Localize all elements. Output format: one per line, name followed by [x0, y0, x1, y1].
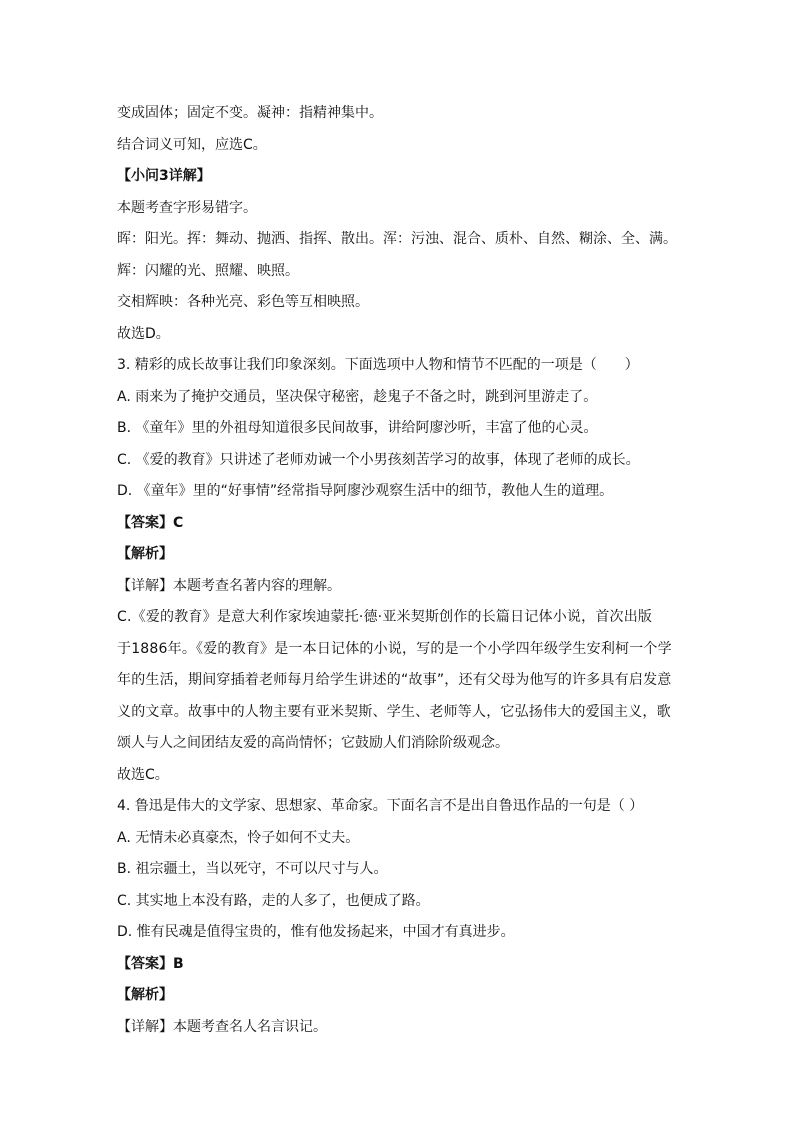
text-line: 交相辉映：各种光亮、彩色等互相映照。 [117, 294, 369, 310]
analysis-label: 【解析】 [117, 987, 173, 1003]
question-3-option-a: A. 雨来为了掩护交通员，坚决保守秘密，趁鬼子不备之时，跳到河里游走了。 [117, 388, 598, 405]
detail-line: 【详解】本题考查名著内容的理解。 [117, 577, 341, 594]
text-line: 辉：闪耀的光、照耀、映照。 [117, 262, 299, 279]
question-4: 4. 鲁迅是伟大的文学家、思想家、革命家。下面名言不是出自鲁迅作品的一句是（ ） [117, 798, 644, 814]
analysis-label: 【解析】 [117, 546, 173, 562]
text-line: 变成固体；固定不变。凝神：指精神集中。 [117, 105, 383, 121]
text-line: 义的文章。故事中的人物主要有亚米契斯、学生、老师等人，它弘扬伟大的爱国主义，歌 [117, 703, 671, 720]
question-3-option-c: C. 《爱的教育》只讲述了老师劝诫一个小男孩刻苦学习的故事，体现了老师的成长。 [117, 451, 640, 468]
text-line: 本题考查字形易错字。 [117, 199, 257, 216]
question-4-option-c: C. 其实地上本没有路，走的人多了，也便成了路。 [117, 892, 430, 909]
question-4-option-a: A. 无情未必真豪杰，怜子如何不丈夫。 [117, 829, 360, 846]
question-4-option-d: D. 惟有民魂是值得宝贵的，惟有他发扬起来，中国才有真进步。 [117, 924, 515, 940]
text-line: 晖：阳光。挥：舞动、抛洒、指挥、散出。浑：污浊、混合、质朴、自然、糊涂、全、满。 [117, 231, 677, 247]
answer-label: 【答案】B [117, 955, 184, 972]
text-line: 年的生活，期间穿插着老师每月给学生讲述的“故事”，还有父母为他写的许多具有启发意 [117, 672, 672, 688]
text-line: C.《爱的教育》是意大利作家埃迪蒙托·德·亚米契斯创作的长篇日记体小说，首次出版 [117, 609, 653, 625]
text-line: 故选D。 [117, 325, 170, 342]
text-line: 结合词义可知，应选C。 [117, 136, 267, 153]
question-4-option-b: B. 祖宗疆土，当以死守，不可以尺寸与人。 [117, 861, 388, 877]
answer-label: 【答案】C [117, 514, 184, 531]
detail-line: 【详解】本题考查名人名言识记。 [117, 1018, 327, 1035]
question-3-option-d: D. 《童年》里的“好事情”经常指导阿廖沙观察生活中的细节，教他人生的道理。 [117, 483, 614, 499]
document-page [117, 103, 677, 1048]
question-3-option-b: B. 《童年》里的外祖母知道很多民间故事，讲给阿廖沙听，丰富了他的心灵。 [117, 420, 598, 436]
text-line: 于1886年。《爱的教育》是一本日记体的小说，写的是一个小学四年级学生安利柯一个学 [117, 640, 672, 657]
section-heading: 【小问3详解】 [117, 168, 211, 184]
text-line: 颂人与人之间团结友爱的高尚情怀；它鼓励人们消除阶级观念。 [117, 735, 509, 751]
text-line: 故选C。 [117, 766, 169, 783]
question-3: 3. 精彩的成长故事让我们印象深刻。下面选项中人物和情节不匹配的一项是（ ） [117, 357, 639, 373]
